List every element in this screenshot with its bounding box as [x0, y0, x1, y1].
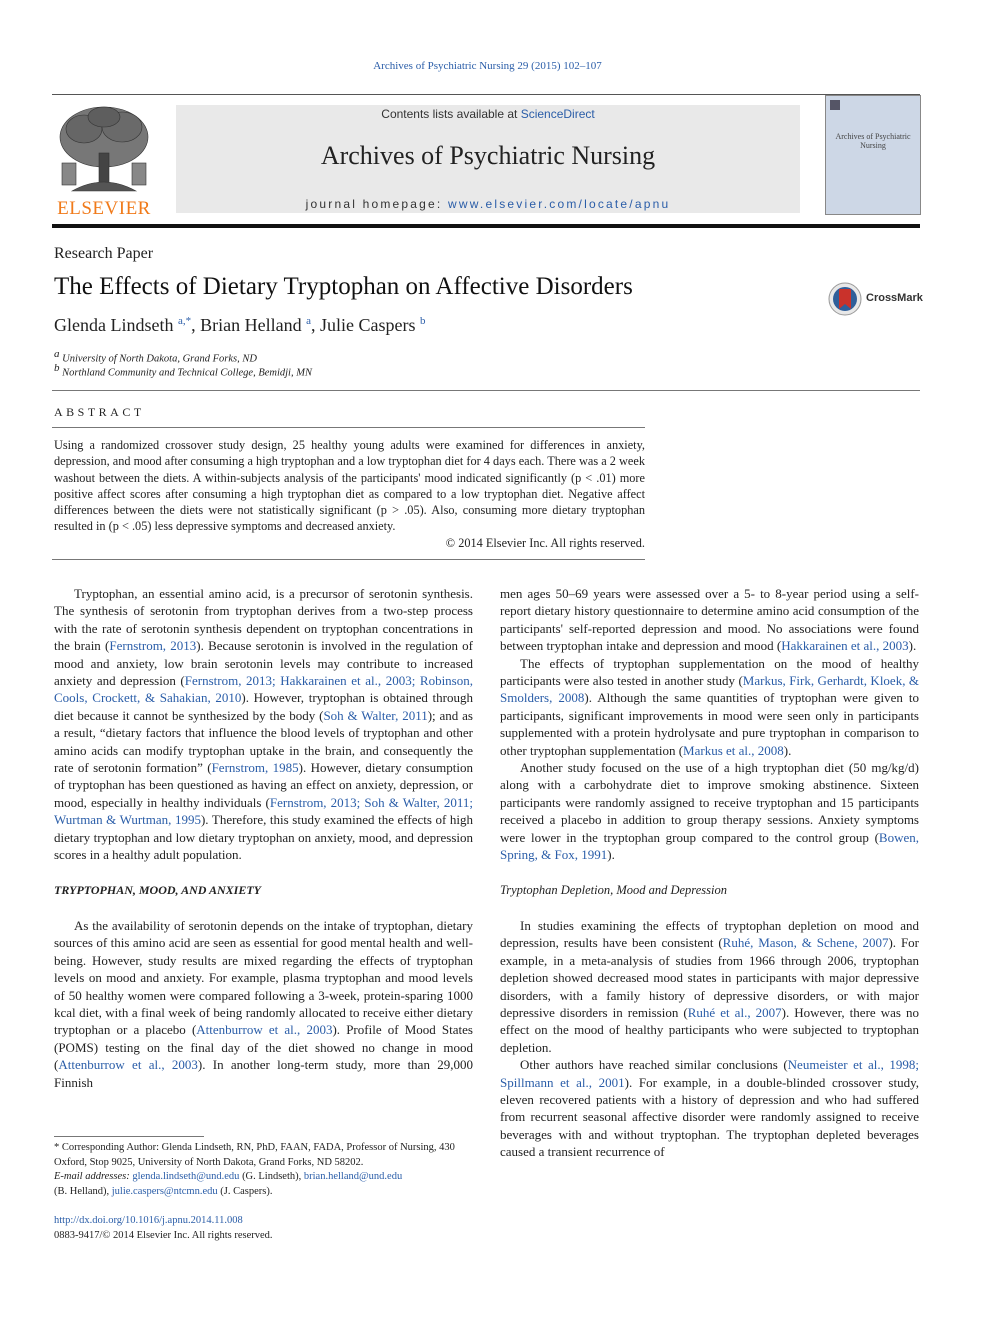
elsevier-tree-logo: [52, 103, 156, 219]
section-heading: TRYPTOPHAN, MOOD, AND ANXIETY: [54, 882, 262, 897]
divider: [52, 559, 645, 560]
citation-link[interactable]: Hakkarainen et al., 2003: [781, 638, 909, 654]
homepage-link[interactable]: www.elsevier.com/locate/apnu: [447, 197, 671, 211]
citation-link[interactable]: Bowen, Spring, & Fox, 1991: [500, 829, 919, 863]
citation-link[interactable]: Ruhé et al., 2007: [687, 1004, 782, 1020]
journal-info-panel: [176, 105, 800, 213]
crossmark-icon: [828, 282, 862, 316]
body-column-right: [500, 585, 919, 1161]
citation-link[interactable]: Markus et al., 2008: [683, 742, 784, 758]
affiliation-text: Northland Community and Technical College, Bemidji, MN: [62, 367, 312, 379]
body-paragraph: As the availability of serotonin depends on the intake of tryptophan, dietary sources of this amino acid are seen as essential for good mental health and well-being. However, study results are mixed regarding the effects of tryptophan levels on mood and anxiety. For example, plasma tryptophan and mood levels of 50 healthy women were compared following a 3-week, protein-sparing 1000 kcal diet, with a final week of being randomly allocated to receive either dietary tryptophan or a placebo (Attenburrow et al., 2003). Profile of Mood States (POMS) testing on the final day of the diet showed no change in mood (Attenburrow et al., 2003). In another long-term study, more than 29,000 Finnish: [54, 917, 473, 1090]
affiliation-text: University of North Dakota, Grand Forks, ND: [62, 353, 257, 365]
sciencedirect-link[interactable]: ScienceDirect: [520, 107, 595, 121]
citation-link[interactable]: Markus, Firk, Gerhardt, Kloek, & Smolders, 2008: [500, 673, 919, 706]
abstract-copyright: © 2014 Elsevier Inc. All rights reserved.: [445, 535, 645, 550]
email-addresses: E-mail addresses: glenda.lindseth@und.edu (G. Lindseth), brian.helland@und.edu (B. Helland), julie.caspers@ntcmn.edu (J. Caspers).: [54, 1171, 403, 1197]
affiliation-key: b: [54, 362, 60, 374]
citation-link[interactable]: Neumeister et al., 1998; Spillmann et al., 2001: [500, 1057, 919, 1090]
journal-cover-thumbnail[interactable]: [825, 95, 921, 215]
affiliation: [54, 362, 312, 379]
body-paragraph: men ages 50–69 years were assessed over a 5- to 8-year period using a self-report dietary history questionnaire to determine amino acid consumption of the participants' self-reported depression and mood. No associations were found between tryptophan intake and depression and mood (Hakkarainen et al., 2003).: [500, 586, 919, 654]
article-title: The Effects of Dietary Tryptophan on Affective Disorders: [54, 273, 633, 300]
issn-copyright: 0883-9417/© 2014 Elsevier Inc. All rights reserved.: [54, 1229, 273, 1241]
doi-link[interactable]: http://dx.doi.org/10.1016/j.apnu.2014.11.008: [54, 1215, 243, 1226]
citation-link[interactable]: Soh & Walter, 2011: [323, 707, 428, 723]
footnote-rule: [54, 1136, 204, 1137]
footnotes: [54, 1141, 474, 1199]
author-superscript[interactable]: a,*: [177, 315, 192, 327]
author-name[interactable]: Glenda Lindseth: [54, 315, 174, 335]
email-link[interactable]: brian.helland@und.edu: [303, 1171, 403, 1183]
email-link[interactable]: julie.caspers@ntcmn.edu: [111, 1185, 218, 1197]
divider: [52, 427, 645, 428]
body-column-left: [54, 585, 473, 1091]
contents-prefix: Contents lists available at: [381, 107, 521, 121]
body-paragraph: The effects of tryptophan supplementation on the mood of healthy participants were also tested in another study (Markus, Firk, Gerhardt, Kloek, & Smolders, 2008). Although the same quantities of tryptophan were given to participants, significant improvements in mood were seen only in participants supplemented with a protein hydrolysate and pure tryptophan in comparison to other tryptophan supplementation (Markus et al., 2008).: [500, 655, 919, 758]
affiliation-key: a: [54, 348, 60, 360]
author-superscript[interactable]: a: [306, 315, 311, 327]
journal-citation[interactable]: Archives of Psychiatric Nursing 29 (2015) 102–107: [373, 60, 602, 72]
citation-link[interactable]: Fernstrom, 1985: [211, 760, 299, 776]
citation-link[interactable]: Fernstrom, 2013; Soh & Walter, 2011; Wurtman & Wurtman, 1995: [54, 794, 473, 828]
subsection-heading: Tryptophan Depletion, Mood and Depression: [500, 882, 727, 897]
homepage-prefix: journal homepage:: [305, 197, 448, 211]
author-list: Glenda Lindseth $^{a,*}$, Brian Helland $^a$, Julie Caspers $^b$: [54, 315, 426, 335]
citation-link[interactable]: Fernstrom, 2013; Hakkarainen et al., 2003; Robinson, Cools, Crockett, & Sahakian, 2010: [54, 673, 473, 706]
body-paragraph: Tryptophan, an essential amino acid, is a precursor of serotonin synthesis. The synthesis of serotonin from tryptophan derives from a two-step process with the rate of serotonin synthesis dependent on tryptophan concentrations in the brain (Fernstrom, 2013). Because serotonin is involved in the regulation of mood and anxiety, low brain serotonin levels may contribute to increased anxiety and depression (Fernstrom, 2013; Hakkarainen et al., 2003; Robinson, Cools, Crockett, & Sahakian, 2010). However, tryptophan is obtained through diet because it cannot be synthesized by the body (Soh & Walter, 2011); and as a result, “dietary factors that influence the blood levels of tryptophan and other amino acids can modify tryptophan uptake in the brain, and consequently the rate of serotonin formation” (Fernstrom, 1985). However, dietary consumption of tryptophan has been questioned as having an effect on anxiety, depression, or mood, especially in healthy individuals (Fernstrom, 2013; Soh & Walter, 2011; Wurtman & Wurtman, 1995). Therefore, this study examined the effects of high dietary tryptophan and low dietary tryptophan on anxiety, mood, and depression scores in a healthy adult population.: [54, 586, 474, 863]
doi-block: [54, 1214, 273, 1243]
body-paragraph: Another study focused on the use of a high tryptophan diet (50 mg/kg/d) along with a carbohydrate diet to improve smoking abstinence. Sixteen participants were randomly assigned to receive tryptophan and 15 participants received a placebo in addition to group therapy sessions. Anxiety symptoms were lower in the tryptophan group compared to the control group (Bowen, Spring, & Fox, 1991).: [500, 760, 919, 863]
divider: [52, 390, 920, 391]
abstract-body: [54, 437, 645, 551]
body-paragraph: Other authors have reached similar conclusions (Neumeister et al., 1998; Spillmann et al., 2001). For example, in a double-blinded crossover study, eleven recovered patients with a history of depression and who had suffered from recurrent seasonal affective disorder were randomly assigned to receive beverages with and without tryptophan. The tryptophan depleted beverages caused a transient recurrence of: [500, 1057, 919, 1160]
author-name[interactable]: Julie Caspers: [320, 315, 416, 335]
citation-link[interactable]: Fernstrom, 2013: [109, 638, 197, 654]
citation-link[interactable]: Ruhé, Mason, & Schene, 2007: [722, 935, 889, 951]
abstract-text: Using a randomized crossover study design, 25 healthy young adults were examined for differences in anxiety, depression, and mood after consuming a high tryptophan and a low tryptophan diet for 4 days each. There was a 2 week washout between the diets. A within-subjects analysis of the participants' mood indicated significantly (p < .01) more positive affect scores after consuming a high tryptophan diet as compared to a low tryptophan diet. Negative affect differences between the diets were not statistically significant (p > .05). Also, consuming more dietary tryptophan resulted in (p < .05) less depressive symptoms and decreased anxiety.: [54, 438, 645, 534]
article-type: Research Paper: [54, 245, 154, 262]
citation-link[interactable]: Attenburrow et al., 2003: [58, 1057, 198, 1073]
header-rule: [52, 224, 920, 228]
corresponding-author-note: * Corresponding Author: Glenda Lindseth, RN, PhD, FAAN, FADA, Professor of Nursing, 430 Oxford, Stop 9025, University of North Dakota, Grand Forks, ND 58202.: [54, 1142, 455, 1168]
cover-title: Archives of Psychiatric Nursing: [835, 132, 911, 150]
abstract-heading: ABSTRACT: [54, 405, 145, 419]
journal-header: [52, 94, 920, 219]
homepage-line: [176, 197, 800, 211]
elsevier-wordmark: ELSEVIER: [57, 198, 151, 219]
cover-logo-icon: [830, 100, 840, 110]
citation-link[interactable]: Attenburrow et al., 2003: [196, 1022, 333, 1038]
email-link[interactable]: glenda.lindseth@und.edu: [132, 1171, 240, 1183]
contents-line: [176, 107, 800, 121]
author-superscript[interactable]: b: [419, 315, 426, 327]
crossmark-badge[interactable]: [828, 282, 923, 316]
journal-name: Archives of Psychiatric Nursing: [320, 141, 656, 170]
body-paragraph: In studies examining the effects of tryptophan depletion on mood and depression, results have been consistent (Ruhé, Mason, & Schene, 2007). For example, in a meta-analysis of studies from 1966 through 2006, tryptophan depletion showed decreased mood states in participants with major depressive disorders, with a family history of depressive disorders, or with major depressive disorders in remission (Ruhé et al., 2007). However, there was no effect on the mood of healthy participants who were subjected to tryptophan depletion.: [500, 917, 919, 1055]
author-name[interactable]: Brian Helland: [200, 315, 302, 335]
crossmark-label: CrossMark: [866, 292, 923, 304]
